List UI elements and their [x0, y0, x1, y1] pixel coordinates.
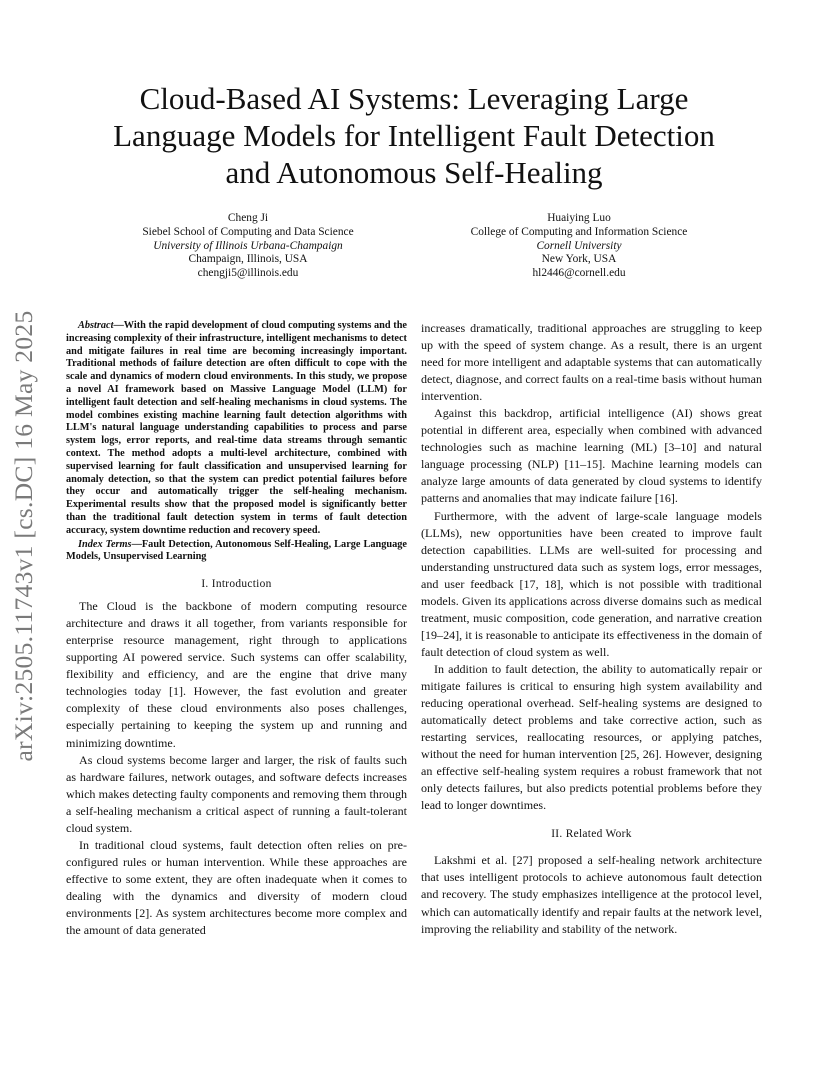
index-terms: [66, 539, 407, 565]
body-paragraph: In addition to fault detection, the ability to automatically repair or mitigate failures is critical to ensuring high system availability and reducing operational overhead. Self-healing systems are designed to automatically detect problems and take corrective action, such as restarting services, reallocating resources, or applying patches, without the need for human intervention [25, 26]. However, designing an effective self-healing system requires a robust framework that not only detects failures, but also predicts potential problems before they lead to longer downtimes.: [421, 661, 762, 813]
author-name: Cheng Ji: [227, 212, 269, 224]
arxiv-sidebar-stamp: [2, 296, 46, 776]
paper-title: [60, 80, 768, 191]
author-email: hl2446@cornell.edu: [532, 267, 626, 280]
body-paragraph: Lakshmi et al. [27] proposed a self-healing network architecture that uses intelligent protocols to achieve autonomous fault detection and recovery. The study emphasizes intelligence at the protocol level, which can automatically identify and repair faults at the network level, improving the reliability and stability of the network.: [421, 853, 762, 936]
body-paragraph: As cloud systems become larger and larger, the risk of faults such as hardware failures, network outages, and software defects increases which makes detecting faulty components and removing them through a self-healing mechanism a critical aspect of running a fault-tolerant cloud system.: [66, 752, 407, 835]
abstract-label: Abstract: [78, 320, 114, 331]
body-paragraph: Against this backdrop, artificial intelligence (AI) shows great potential in different area, especially when combined with advanced technologies such as machine learning (ML) [3–10] and natural language processing (NLP) [11–15]. Machine learning models can analyze large amounts of data generated by cloud systems to identify patterns and anomalies that may indicate failure [16].: [421, 406, 762, 506]
body-paragraph: In traditional cloud systems, fault detection often relies on pre-configured rules or human intervention. While these approaches are effective to some extent, they are often inadequate when it comes to dealing with the dynamics and diversity of modern cloud environments [2]. As system architectures become more complex and the amount of data generated: [66, 837, 407, 938]
author-dept: College of Computing and Information Science: [470, 225, 688, 238]
index-terms-label: Index Terms: [78, 538, 132, 550]
right-column: [421, 320, 762, 938]
author-location: New York, USA: [541, 253, 617, 266]
author-affiliation: Cornell University: [536, 239, 622, 252]
author-affiliation: University of Illinois Urbana-Champaign: [153, 239, 343, 252]
body-paragraph: increases dramatically, traditional approaches are struggling to keep up with the speed of system change. As a result, there is an urgent need for more intelligent and adaptable systems that can automatically detect, diagnose, and correct faults on a real-time basis without human intervention.: [421, 321, 762, 404]
author-block-1: [113, 212, 383, 281]
author-name: Huaiying Luo: [547, 212, 611, 224]
author-block-2: [444, 212, 714, 281]
abstract-text: —With the rapid development of cloud computing systems and the increasing complexity of their infrastructure, intelligent mechanisms to detect and mitigate failures in real time are becoming increasingly important. Traditional methods of failure detection are often difficult to cope with the scale and dynamics of modern cloud environments. In this study, we propose a novel AI framework based on Massive Language Model (LLM) for intelligent fault detection and self-healing mechanisms in cloud systems. The model combines existing machine learning fault detection algorithms with LLM's natural language understanding capabilities to process and parse system logs, error reports, and real-time data streams through semantic context. The method adopts a multi-level architecture, combined with supervised learning for fault classification and unsupervised learning for anomaly detection, so that the system can predict potential failures before they occur and automatically trigger the self-healing mechanism. Experimental results show that the proposed model is significantly better than the traditional fault detection system in terms of fault detection accuracy, system downtime reduction and recovery speed.: [66, 320, 407, 536]
title-line: Cloud-Based AI Systems: Leveraging Large: [139, 81, 689, 116]
author-email: chengji5@illinois.edu: [197, 267, 299, 280]
title-line: Language Models for Intelligent Fault Detection: [113, 118, 715, 153]
body-paragraph: The Cloud is the backbone of modern computing resource architecture and draws it all together, from variants responsible for enterprise resource management, right through to applications supporting AI powered service. Such systems can offer scalability, flexibility and efficiency, and are the engine that drive many technologies today [1]. However, the fast evolution and greater complexity of these cloud environments also poses challenges, especially pertaining to keeping the system up and running and minimizing downtime.: [66, 599, 407, 750]
index-terms-text: —Fault Detection, Autonomous Self-Healing, Large Language Models, Unsupervised Learning: [66, 538, 407, 563]
title-line: and Autonomous Self-Healing: [225, 155, 603, 190]
section-heading-introduction: I. Introduction: [201, 578, 272, 591]
author-location: Champaign, Illinois, USA: [188, 253, 308, 266]
section-heading-related-work: II. Related Work: [551, 828, 632, 841]
body-paragraph: Furthermore, with the advent of large-scale language models (LLMs), new opportunities have been created to improve fault detection capabilities. LLMs are well-suited for processing and understanding unstructured data such as system logs, error messages, and user feedback [17, 18], which is not possible with traditional models. Given its applications across diverse domains such as medical treatment, music composition, code generation, and narrative creation [19–24], it is reasonable to anticipate its effectiveness in the domain of fault detection of cloud system as well.: [421, 508, 763, 659]
arxiv-id-text: arXiv:2505.11743v1 [cs.DC] 16 May 2025: [9, 310, 38, 762]
author-dept: Siebel School of Computing and Data Science: [142, 225, 354, 238]
abstract: [66, 320, 407, 538]
left-column: [66, 320, 407, 939]
